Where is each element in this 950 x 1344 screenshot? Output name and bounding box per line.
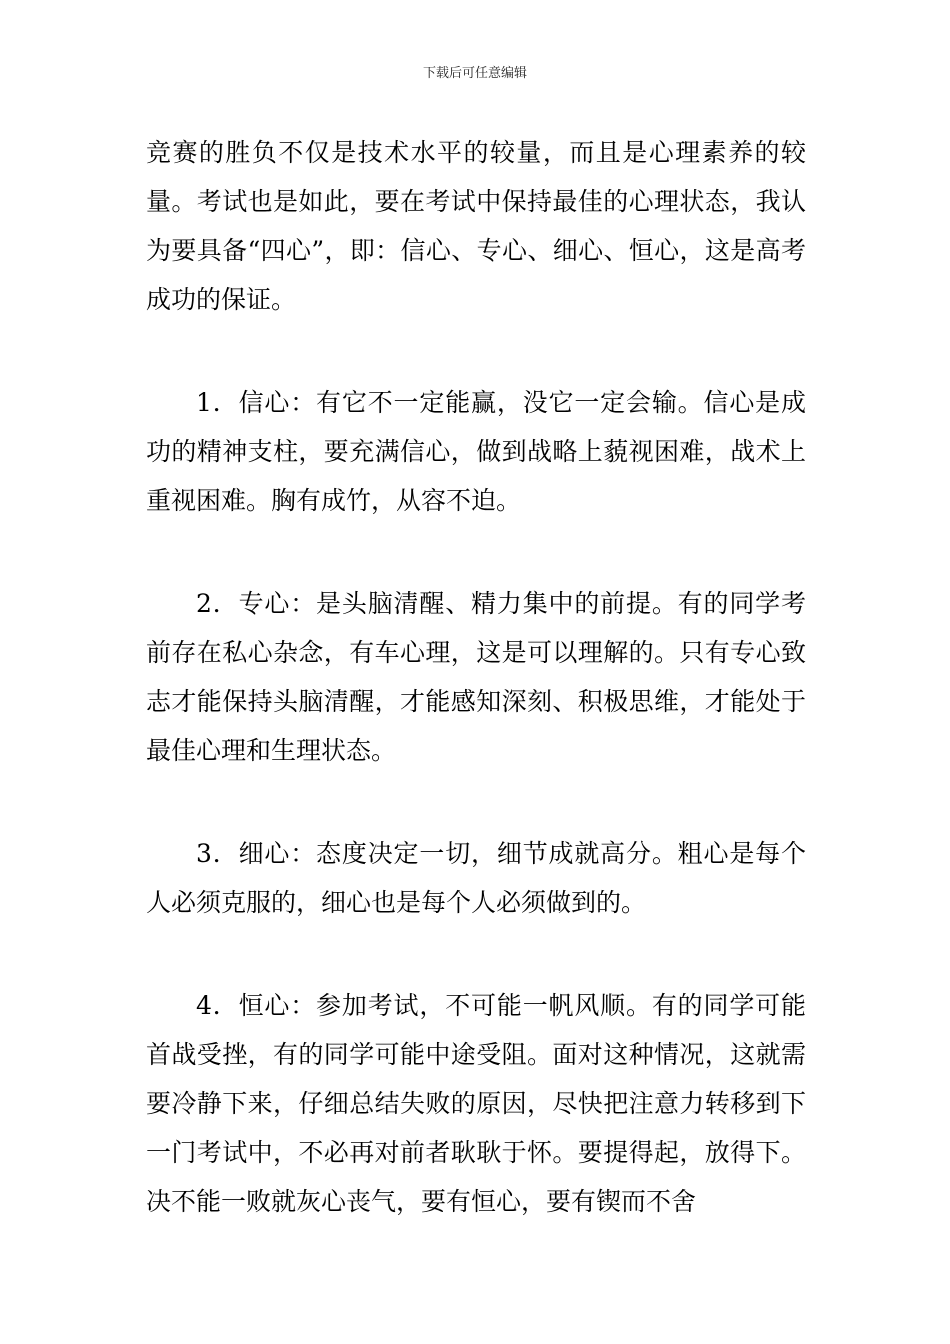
- paragraph-spacer: [146, 525, 806, 579]
- document-body: [146, 128, 806, 1226]
- intro-paragraph: 竞赛的胜负不仅是技术水平的较量，而且是心理素养的较量。考试也是如此，要在考试中保持最佳的心理状态，我认为要具备“四心”，即：信心、专心、细心、恒心，这是高考成功的保证。: [146, 138, 806, 314]
- paragraph-spacer: [146, 775, 806, 829]
- page-header: 下载后可任意编辑: [422, 66, 527, 81]
- point-confidence-paragraph: 1．信心：有它不一定能赢，没它一定会输。信心是成功的精神支柱，要充满信心，做到战略上藐视困难，战术上重视困难。胸有成竹，从容不迫。: [146, 388, 806, 515]
- point-perseverance-paragraph: 4．恒心：参加考试，不可能一帆风顺。有的同学可能首战受挫，有的同学可能中途受阻。面对这种情况，这就需要冷静下来，仔细总结失败的原因，尽快把注意力转移到下一门考试中，不必再对前者耿耿于怀。要提得起，放得下。决不能一败就灰心丧气，要有恒心，要有锲而不舍: [146, 991, 806, 1216]
- point-carefulness-paragraph: 3．细心：态度决定一切，细节成就高分。粗心是每个人必须克服的，细心也是每个人必须做到的。: [146, 839, 806, 917]
- paragraph-spacer: [146, 927, 806, 981]
- paragraph-spacer: [146, 324, 806, 378]
- point-focus-paragraph: 2．专心：是头脑清醒、精力集中的前提。有的同学考前存在私心杂念，有车心理，这是可以理解的。只有专心致志才能保持头脑清醒，才能感知深刻、积极思维，才能处于最佳心理和生理状态。: [146, 589, 806, 765]
